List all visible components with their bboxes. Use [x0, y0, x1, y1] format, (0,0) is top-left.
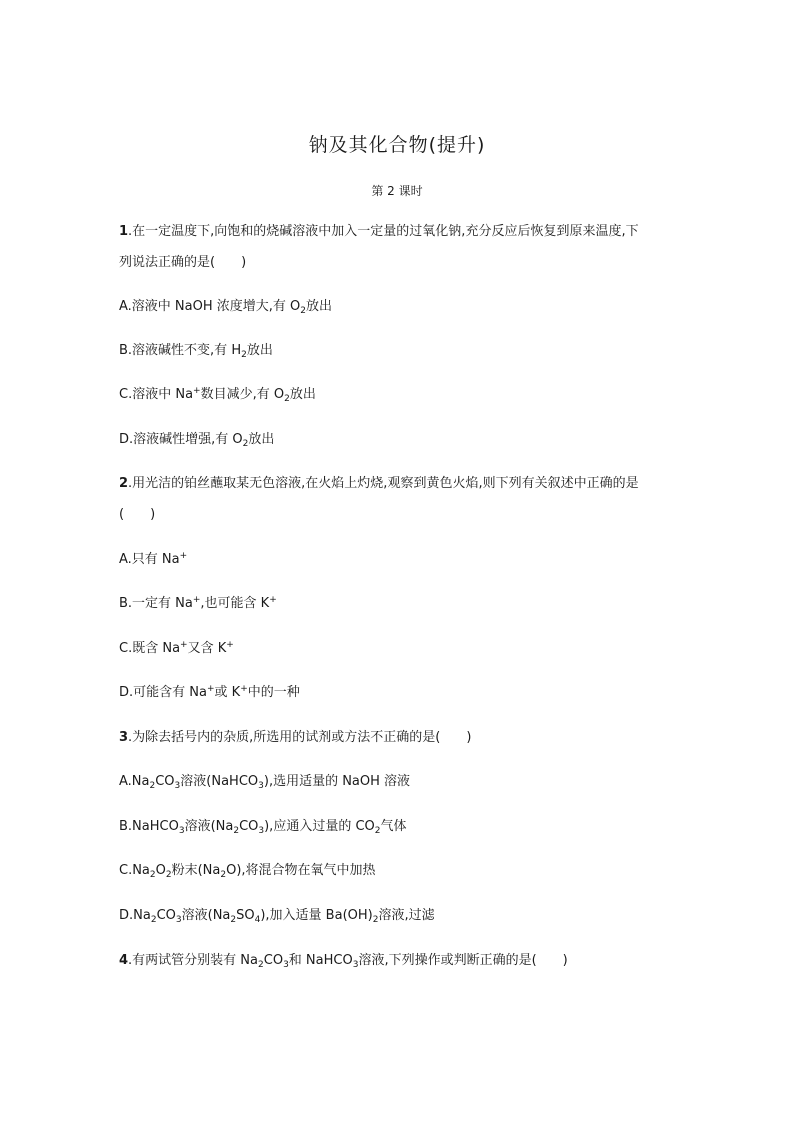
question-1-option-d: D.溶液碱性增强,有 $O_2$放出	[119, 432, 275, 449]
page-title: 钠及其化合物(提升)	[308, 134, 486, 156]
question-3-option-a: $A.Na_2CO_3$溶液(NaHCO$_3$),选用适量的 NaOH 溶液	[119, 774, 411, 791]
question-1-stem-line-1: 1.在一定温度下,向饱和的烧碱溶液中加入一定量的过氧化钠,充分反应后恢复到原来温度,下	[119, 224, 639, 239]
question-3-stem: 3.为除去括号内的杂质,所选用的试剂或方法不正确的是( )	[119, 730, 472, 745]
question-1-stem-line-2: 列说法正确的是( )	[119, 255, 247, 270]
question-2-stem-line-1: 2.用光洁的铂丝蘸取某无色溶液,在火焰上灼烧,观察到黄色火焰,则下列有关叙述中正确的是	[119, 476, 639, 491]
question-3-option-d: $D.Na_2CO_3$溶液$(Na_2SO_4)$,加入适量 $Ba(OH)_2$溶液,过滤	[119, 908, 435, 925]
question-2-option-b: B.一定有 Na+,也可能含 K+	[119, 595, 277, 611]
question-1-option-a: A.溶液中 NaOH 浓度增大,有 $O_2$放出	[119, 299, 333, 316]
question-number: 4	[119, 953, 129, 968]
question-1-option-c: C.溶液中 Na+数目减少,有 $O_2$放出	[119, 386, 316, 404]
question-3-option-b: B.NaHCO$_3$溶液$(Na_2CO_3)$,应通入过量的 $CO_2$气体	[119, 819, 407, 836]
question-number: 1	[119, 224, 129, 239]
question-2-stem-line-2: ( )	[119, 507, 156, 522]
question-2-option-c: C.既含 Na+又含 K+	[119, 640, 234, 656]
question-1-option-b: B.溶液碱性不变,有 $H_2$放出	[119, 343, 273, 360]
question-2-option-d: D.可能含有 Na+或 K+中的一种	[119, 684, 300, 700]
question-number: 3	[119, 730, 129, 745]
question-4-stem: 4.有两试管分别装有 $Na_2CO_3$和 NaHCO$_3$溶液,下列操作或判断正确的是( )	[119, 953, 568, 970]
question-3-option-c: $C.Na_2O_2$粉末$(Na_2O)$,将混合物在氧气中加热	[119, 863, 376, 880]
question-number: 2	[119, 476, 129, 491]
page-subtitle: 第 2 课时	[371, 184, 423, 198]
question-2-option-a: A.只有 Na+	[119, 551, 188, 567]
